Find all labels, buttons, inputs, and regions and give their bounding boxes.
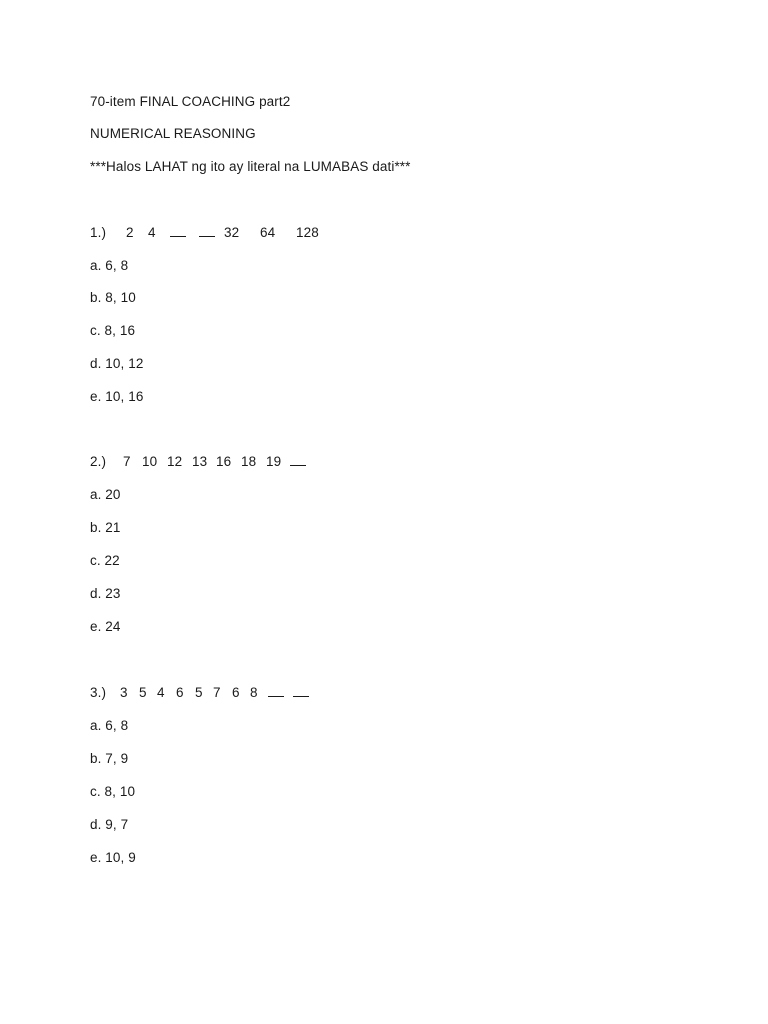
choice-option: c. 22 (90, 553, 120, 568)
choice-option: c. 8, 10 (90, 784, 136, 799)
choice-option: a. 6, 8 (90, 718, 129, 733)
sequence-term: 7 (213, 685, 221, 700)
choice-option: d. 9, 7 (90, 817, 129, 832)
choice-option: b. 8, 10 (90, 290, 136, 305)
document-note: ***Halos LAHAT ng ito ay literal na LUMABAS dati*** (90, 159, 411, 174)
choice-option: c. 8, 16 (90, 323, 136, 338)
sequence-term: 13 (192, 454, 208, 469)
sequence-blank (290, 453, 306, 471)
sequence-term: 4 (157, 685, 165, 700)
sequence-term: 128 (296, 225, 319, 240)
question-2-sequence (90, 453, 306, 471)
sequence-term: 5 (139, 685, 147, 700)
sequence-term: 64 (260, 225, 276, 240)
choice-option: a. 6, 8 (90, 258, 129, 273)
choice-option: b. 21 (90, 520, 121, 535)
sequence-term: 6 (176, 685, 184, 700)
sequence-blank (170, 224, 199, 242)
choice-option: d. 10, 12 (90, 356, 144, 371)
sequence-term: 19 (266, 454, 282, 469)
sequence-term: 4 (148, 225, 156, 240)
choice-option: e. 24 (90, 619, 121, 634)
sequence-term: 8 (250, 685, 258, 700)
question-number: 2.) (90, 454, 107, 469)
choice-option: e. 10, 16 (90, 389, 144, 404)
sequence-blank (268, 684, 293, 702)
choice-option: b. 7, 9 (90, 751, 129, 766)
question-number: 1.) (90, 225, 107, 240)
sequence-blank (293, 684, 309, 702)
sequence-term: 18 (241, 454, 257, 469)
sequence-term: 5 (195, 685, 203, 700)
sequence-term: 12 (167, 454, 183, 469)
question-number: 3.) (90, 685, 107, 700)
sequence-blank (199, 224, 224, 242)
document-title: 70-item FINAL COACHING part2 (90, 94, 291, 109)
document-subtitle: NUMERICAL REASONING (90, 126, 256, 141)
sequence-term: 2 (126, 225, 134, 240)
question-1-sequence (90, 224, 319, 242)
sequence-term: 16 (216, 454, 232, 469)
question-3-sequence (90, 684, 309, 702)
sequence-term: 6 (232, 685, 240, 700)
sequence-term: 32 (224, 225, 240, 240)
choice-option: a. 20 (90, 487, 121, 502)
choice-option: e. 10, 9 (90, 850, 136, 865)
sequence-term: 7 (123, 454, 131, 469)
choice-option: d. 23 (90, 586, 121, 601)
sequence-term: 10 (142, 454, 158, 469)
sequence-term: 3 (120, 685, 128, 700)
